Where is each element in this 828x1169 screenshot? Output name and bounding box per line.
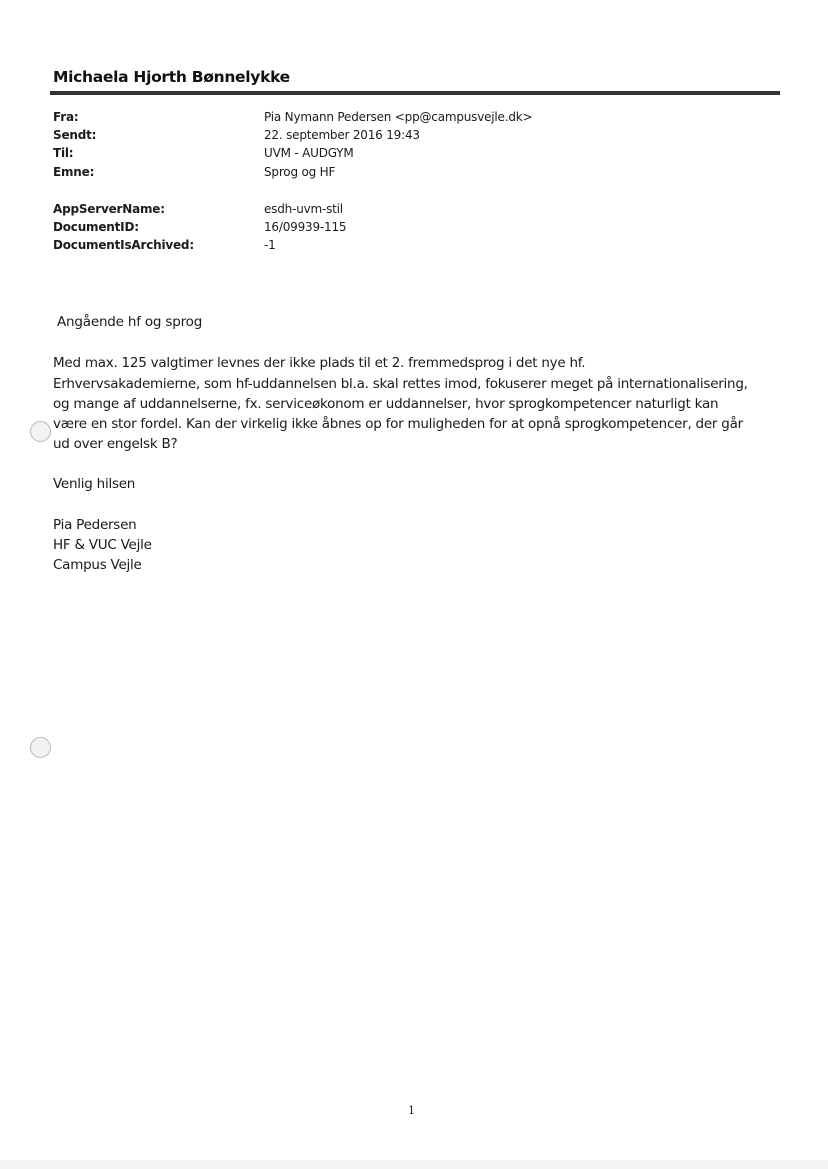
appserver-value: esdh-uvm-stil [264, 202, 343, 216]
header-rule [50, 91, 780, 95]
documentid-value: 16/09939-115 [264, 220, 347, 234]
page-number: 1 [408, 1104, 415, 1117]
signature-name: Pia Pedersen [53, 517, 137, 533]
archived-value: -1 [264, 238, 276, 252]
body-line: og mange af uddannelserne, fx. serviceøkonom er uddannelser, hvor sprogkompetencer naturligt kan [53, 396, 719, 412]
to-label: Til: [53, 146, 74, 160]
punch-hole-mark [30, 737, 51, 758]
subject-label: Emne: [53, 165, 95, 179]
from-value: Pia Nymann Pedersen <pp@campusvejle.dk> [264, 110, 533, 124]
subject-value: Sprog og HF [264, 165, 336, 179]
punch-hole-mark [30, 421, 51, 442]
signature-location: Campus Vejle [53, 557, 142, 573]
body-line: være en stor fordel. Kan der virkelig ikke åbnes op for muligheden for at opnå sprogkompetencer, der går [53, 416, 743, 432]
regarding-line: Angående hf og sprog [57, 314, 203, 330]
documentid-label: DocumentID: [53, 220, 139, 234]
body-line: Med max. 125 valgtimer levnes der ikke plads til et 2. fremmedsprog i det nye hf. [53, 355, 586, 371]
body-line: Erhvervsakademierne, som hf-uddannelsen bl.a. skal rettes imod, fokuserer meget på internationalisering, [53, 376, 748, 392]
sent-value: 22. september 2016 19:43 [264, 128, 420, 142]
sent-label: Sendt: [53, 128, 97, 142]
archived-label: DocumentIsArchived: [53, 238, 194, 252]
page-bottom-edge [0, 1160, 828, 1169]
appserver-label: AppServerName: [53, 202, 165, 216]
to-value: UVM - AUDGYM [264, 146, 354, 160]
mailbox-owner-name: Michaela Hjorth Bønnelykke [53, 68, 290, 86]
greeting: Venlig hilsen [53, 476, 136, 492]
signature-organisation: HF & VUC Vejle [53, 537, 152, 553]
body-line: ud over engelsk B? [53, 436, 178, 452]
from-label: Fra: [53, 110, 79, 124]
